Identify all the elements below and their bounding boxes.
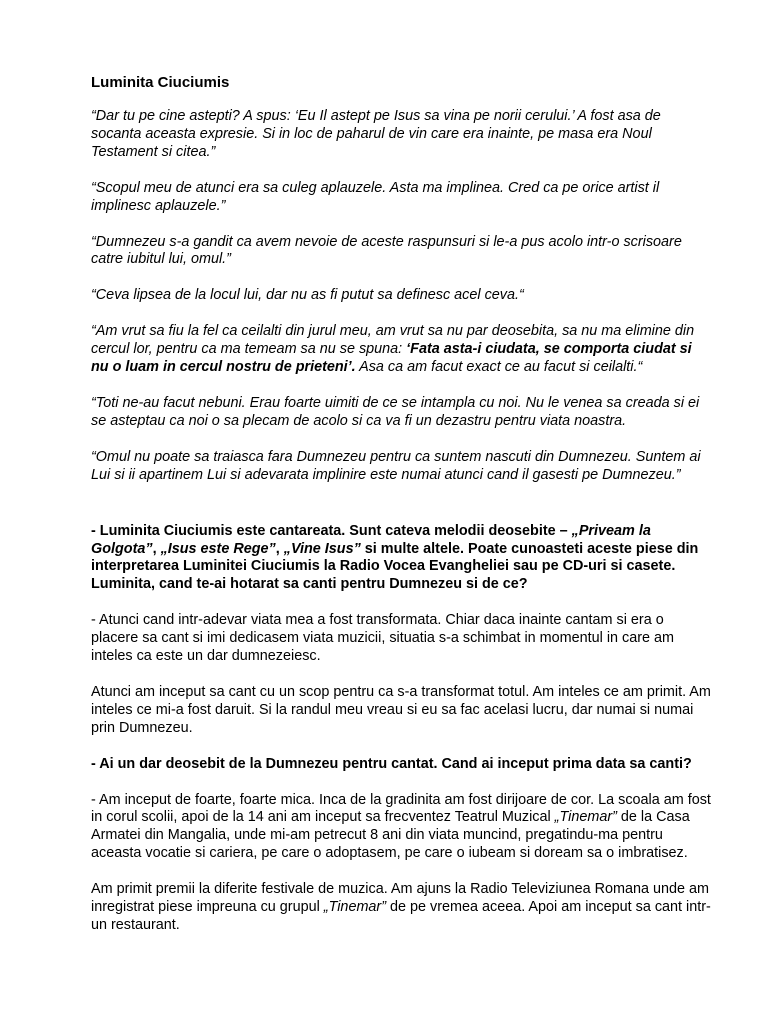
quote-text: “Am vrut sa fiu la fel ca ceilalti din jurul meu, am vrut sa nu par deosebita, sa nu ma elimine din cercul lor, pentru ca ma temeam sa nu se spuna: xyxy=(91,323,695,358)
document-page xyxy=(91,73,713,953)
interview-question xyxy=(91,523,713,595)
quote-text: Asa ca am facut exact ce au facut si ceilalti.“ xyxy=(355,359,643,376)
answer-text: - Am inceput de foarte, foarte mica. Inca de la gradinita am fost dirijoare de cor. La scoala am fost in corul scolii, apoi de la 14 ani am inceput sa frecventez Teatrul Muzical xyxy=(91,791,711,826)
quote-paragraph xyxy=(91,323,713,377)
answer-text: de la Casa Armatei din Mangalia, unde mi-am petrecut 8 ani din viata muncind, pregatindu-ma pentru aceasta vocatie si cariera, pe care o adoptasem, pe care o iubeam si doream sa o imbratisez. xyxy=(91,809,690,862)
quote-paragraph: “Dar tu pe cine astepti? A spus: ‘Eu Il astept pe Isus sa vina pe norii cerului.’ A fost asa de socanta aceasta expresie. Si in loc de paharul de vin care era inainte, pe masa era Noul Testament si citea.” xyxy=(91,108,661,160)
separator: , xyxy=(275,540,284,557)
group-name: „Tinemar” xyxy=(554,809,617,826)
quote-paragraph: “Omul nu poate sa traiasca fara Dumnezeu pentru ca suntem nascuti din Dumnezeu. Suntem ai Lui si ii apartinem Lui si adevarata implinire este numai atunci cand il gasesti pe Dumnezeu.” xyxy=(91,448,701,483)
article-title: Luminita Ciuciumis xyxy=(91,74,230,91)
quote-paragraph: “Dumnezeu s-a gandit ca avem nevoie de aceste raspunsuri si le-a pus acolo intr-o scrisoare catre iubitul lui, omul.” xyxy=(91,233,682,268)
quote-paragraph: “Toti ne-au facut nebuni. Erau foarte uimiti de ce se intampla cu noi. Nu le venea sa creada si ei se asteptau ca noi o sa plecam de acolo si ca va fi un dezastru pentru viata noastra. xyxy=(91,394,700,429)
question-text: si multe altele. Poate cunoasteti aceste piese din interpretarea Luminitei Ciuciumis la Radio Vocea Evangheliei sau pe CD-uri si casete. Luminita, cand te-ai hotarat sa canti pentru Dumnezeu si de ce? xyxy=(91,540,699,593)
song-title: „Priveam la Golgota” xyxy=(91,522,651,557)
answer-text: Am primit premii la diferite festivale de muzica. Am ajuns la Radio Televiziunea Romana unde am inregistrat piese impreuna cu grupul xyxy=(91,881,710,916)
quote-paragraph: “Scopul meu de atunci era sa culeg aplauzele. Asta ma implinea. Cred ca pe orice artist il implinesc aplauzele.” xyxy=(91,179,660,214)
answer-text: de pe vremea aceea. Apoi am inceput sa cant intr-un restaurant. xyxy=(91,899,711,933)
question-text: - Luminita Ciuciumis este cantareata. Sunt cateva melodii deosebite – xyxy=(91,522,572,539)
interview-answer: - Atunci cand intr-adevar viata mea a fost transformata. Chiar daca inainte cantam si era o placere sa cant si imi dedicasem viata muzicii, situatia s-a schimbat in momentul in care am inteles ca este un dar dumnezeiesc. xyxy=(91,612,675,665)
song-title: „Isus este Rege” xyxy=(160,540,276,557)
group-name: „Tinemar” xyxy=(323,899,387,916)
separator: , xyxy=(152,540,161,557)
song-title: „Vine Isus” xyxy=(283,540,361,557)
quote-bold-text: ‘Fata asta-i ciudata, se comporta ciudat si nu o luam in cercul nostru de prieteni’. xyxy=(91,341,692,376)
interview-answer xyxy=(91,881,713,935)
quote-paragraph: “Ceva lipsea de la locul lui, dar nu as fi putut sa definesc acel ceva.“ xyxy=(91,287,524,304)
interview-answer: Atunci am inceput sa cant cu un scop pentru ca s-a transformat totul. Am inteles ce am primit. Am inteles ce mi-a fost daruit. Si la randul meu vreau si eu sa fac acelasi lucru, dar numai si numai prin Dumnezeu. xyxy=(91,683,711,736)
interview-question: - Ai un dar deosebit de la Dumnezeu pentru cantat. Cand ai inceput prima data sa canti? xyxy=(91,755,692,772)
interview-answer xyxy=(91,792,713,864)
